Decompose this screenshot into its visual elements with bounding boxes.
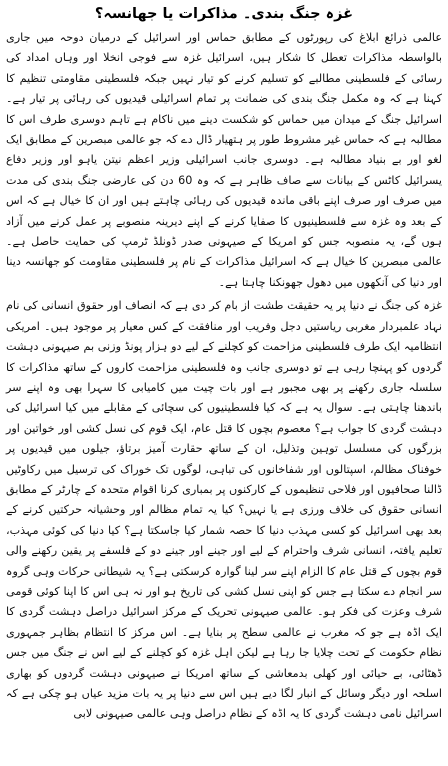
article-headline: غزہ جنگ بندی۔ مذاکرات یا جھانسہ؟	[94, 6, 354, 22]
article-paragraph-1: عالمی ذرائع ابلاغ کی رپورٹوں کے مطابق حماس اور اسرائیل کے درمیان دوحہ میں جاری بالواسطہ مذاکرات تعطل کا شکار ہیں، اسرائیل غزہ سے فوجی انخلا اور وہاں امداد کی رسائی کے فلسطینی مطالبے کو تسلیم کرنے کو تیار نہیں جبکہ فلسطینی مقاومتی تنظیم کا کہنا ہے کہ وہ مکمل جنگ بندی کی ضمانت پر تمام اسرائیلی قیدیوں کی رہائی پر تیار ہے۔ اسرائیل جنگ کے میدان میں حماس کو شکست دینے میں ناکام ہے تاہم دوسری طرف اس کا مطالبہ ہے کہ حماس غیر مشروط طور پر ہتھیار ڈال دے کہ جو عالمی مبصرین کے مطابق ایک لغو اور بے بنیاد مطالبہ ہے۔ دوسری جانب اسرائیلی وزیر اعظم نیتن یاہو اور وزیر دفاع یسرائیل کاٹس کے بیانات سے صاف ظاہر ہے کہ وہ 60 دن کی عارضی جنگ بندی کی مدت میں صرف اور صرف اپنے باقی ماندہ قیدیوں کی رہائی چاہتے ہیں اور ان کا خیال ہے کہ اس کے بعد وہ غزہ سے فلسطینیوں کا صفایا کرنے کے اپنے دیرینہ منصوبے پر عمل کرنے میں آزاد ہوں گے، یہ منصوبہ جس کو امریکا کے صیہونی صدر ڈونلڈ ٹرمپ کی حمایت حاصل ہے۔ عالمی مبصرین کا خیال ہے کہ اسرائیل مذاکرات کے نام پر فلسطینی مقاومت کو جھانسہ دینا اور دنیا کی آنکھوں میں دھول جھونکنا چاہتا ہے۔	[6, 31, 442, 289]
article-paragraph-2: غزہ کی جنگ نے دنیا پر یہ حقیقت طشت از بام کر دی ہے کہ انصاف اور حقوق انسانی کی نام نہاد علمبردار مغربی ریاستیں دجل وفریب اور منافقت کے کس معیار پر موجود ہیں۔ امریکی انتظامیہ ایک طرف فلسطینی مزاحمت کو کچلنے کے لیے دو ہزار پونڈ وزنی بم صیہونی دہشت گردوں کو پہنچا رہی ہے تو دوسری جانب وہ فلسطینی مزاحمت کاروں کے ساتھ مذاکرات کا سلسلہ جاری رکھنے پر بھی مجبور ہے اور بات چیت میں کامیابی کا سہرا بھی وہ اپنے سر باندھنا چاہتی ہے۔ سوال یہ ہے کہ کیا فلسطینیوں کی سچائی کے مقابلے میں کیا اسرائیل کی دہشت گردی کا جواب ہے؟ معصوم بچوں کا قتل عام، ایک قوم کی نسل کشی اور خواتین اور بزرگوں کی مسلسل توہین وتذلیل، ان کے ساتھ حقارت آمیز برتاؤ، جیلوں میں قیدیوں پر خوفناک مظالم، اسپتالوں اور شفاخانوں کی تباہی، لوگوں تک خوراک کی ترسیل میں رکاوٹیں ڈالنا صحافیوں اور فلاحی تنظیموں کے کارکنوں پر بمباری کرنا اقوام متحدہ کے چارٹر کے مطابق انسانی حقوق کی خلاف ورزی ہے یا نہیں؟ کیا یہ تمام مظالم اور وحشیانہ حرکتیں کرنے کے بعد بھی اسرائیل کو کسی مہذب دنیا کا حصہ شمار کیا جاسکتا ہے؟ کیا دنیا کی کوئی مہذب، تعلیم یافتہ، انسانی شرف واحترام کے لیے اور جینے اور جینے دو کے فلسفے پر یقین رکھنے والی قوم بچوں کے قتل عام کا الزام اپنے سر لینا گوارہ کرسکتی ہے؟ یہ شیطانی حرکات وہی گروہ سر انجام دے سکتا ہے جس کو اپنی نسل کشی کی تاریخ ہو اور نہ ہی اس کا اپنا کوئی قومی شرف وعزت کی فکر ہو۔ عالمی صیہونی تحریک کے مرکز اسرائیل دراصل دہشت گردی کا ایک اڈہ ہے جو کہ مغرب نے عالمی سطح پر بنایا ہے۔ اس مرکز کا انتظام بظاہر جمہوری نظام حکومت کے تحت چلایا جا رہا ہے لیکن اہل غزہ کو کچلنے کے لیے اس نے جنگ میں جس ڈھٹائی، بے حیائی اور کھلی بدمعاشی کے ساتھ امریکا نے صیہونی دہشت گردوں کو بھاری اسلحہ اور دیگر وسائل کے انبار لگا دیے ہیں اس سے دنیا پر یہ بات مزید عیاں ہو چکی ہے کہ اسرائیل نامی دہشت گردی کا یہ اڈہ کے نظام دراصل وہی عالمی صیہونی لابی	[6, 299, 442, 721]
